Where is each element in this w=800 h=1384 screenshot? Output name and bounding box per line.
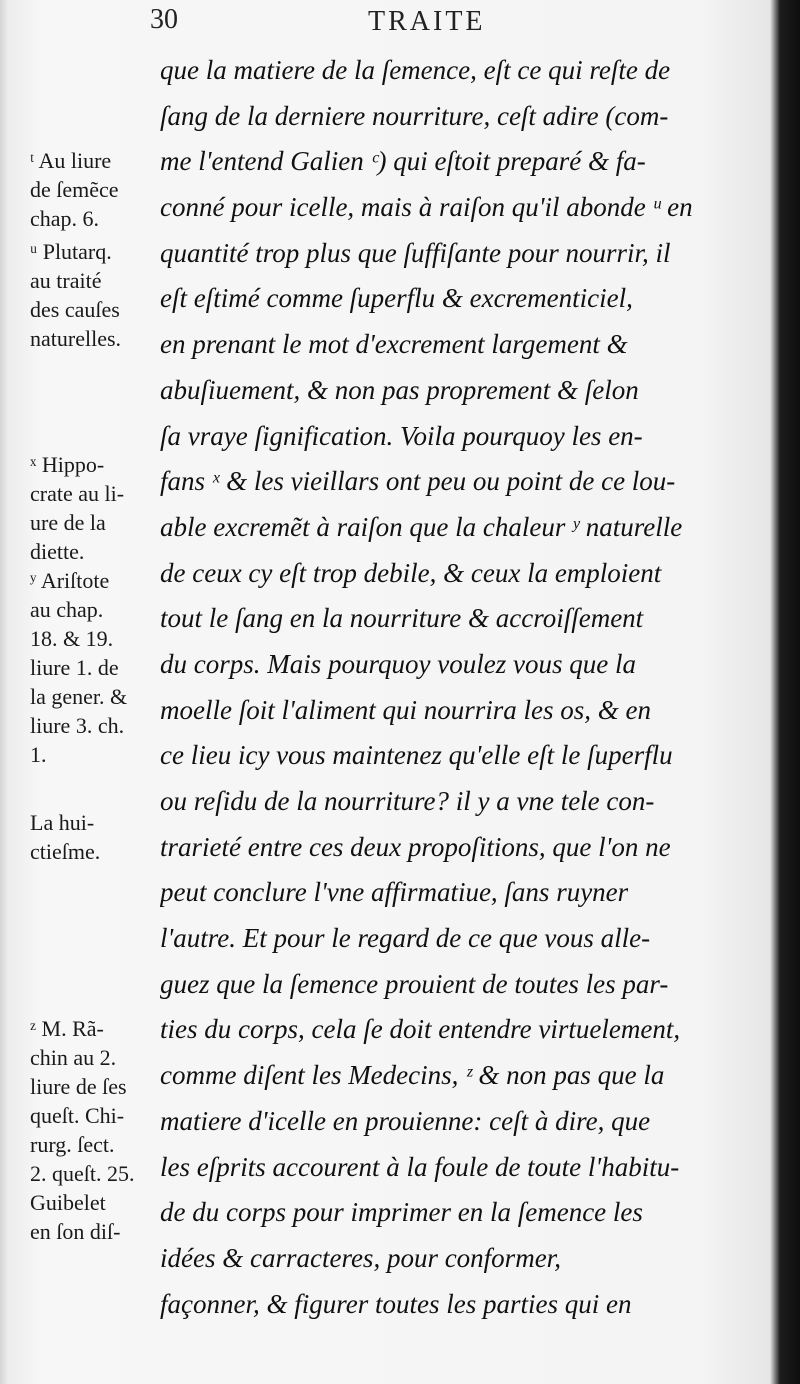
text-line: ſang de la derniere nourriture, ceſt adire (com- [160, 100, 669, 131]
text-line: ce lieu icy vous maintenez qu'elle eſt le ſuperflu [160, 740, 673, 771]
text-line: ſa vraye ſignification. Voila pourquoy les en- [160, 420, 643, 451]
margin-note: ᶻ M. Rã- chin au 2. liure de ſes queſt. Chi- rurg. ſect. 2. queſt. 25. Guibelet en ſon diſ- [30, 1016, 135, 1244]
page-number: 30 [150, 4, 178, 35]
text-line: abuſiuement, & non pas proprement & ſelon [160, 374, 639, 405]
text-line: eſt eſtimé comme ſuperflu & excrementiciel, [160, 283, 633, 314]
margin-note: ᵗ Au liure de ſemẽce chap. 6. [30, 148, 119, 231]
text-line: peut conclure l'vne affirmatiue, ſans ruyner [160, 877, 629, 908]
text-line: en prenant le mot d'excrement largement & [160, 329, 628, 360]
text-line: l'autre. Et pour le regard de ce que vous alle- [160, 923, 651, 954]
text-line: quantité trop plus que ſuffiſante pour nourrir, il [160, 237, 671, 268]
margin-note: ᵘ Plutarq. au traité des cauſes naturelles. [30, 239, 122, 351]
text-line: me l'entend Galien ᶜ) qui eſtoit preparé & fa- [160, 146, 646, 177]
body-text [160, 48, 746, 1327]
text-line: les eſprits accourent à la foule de toute l'habitu- [160, 1151, 680, 1182]
text-line: façonner, & figurer toutes les parties qui en [160, 1288, 632, 1319]
text-line: du corps. Mais pourquoy voulez vous que la [160, 648, 636, 679]
text-line: de du corps pour imprimer en la ſemence les [160, 1197, 643, 1228]
margin-note: ˣ Hippo- crate au li- ure de la diette. [30, 452, 125, 564]
text-line: que la matiere de la ſemence, eſt ce qui reſte de [160, 55, 671, 85]
text-line: idées & carracteres, pour conformer, [160, 1242, 561, 1273]
text-line: moelle ſoit l'aliment qui nourrira les os, & en [160, 694, 651, 725]
text-line: tout le ſang en la nourriture & accroiſſement [160, 603, 644, 634]
margin-notes [20, 0, 158, 1384]
text-line: matiere d'icelle en prouienne: ceſt à dire, que [160, 1105, 651, 1136]
text-line: fans ˣ & les vieillars ont peu ou point de ce lou- [160, 466, 676, 497]
margin-note: ʸ Ariſtote au chap. 18. & 19. liure 1. de la gener. & liure 3. ch. 1. [30, 568, 128, 767]
text-line: comme diſent les Medecins, ᶻ & non pas que la [160, 1060, 665, 1091]
page-header [150, 4, 770, 44]
text-line: guez que la ſemence prouient de toutes les par- [160, 968, 669, 999]
margin-note: La hui- ctieſme. [30, 810, 101, 864]
running-title: TRAITE [368, 6, 486, 37]
text-line: ou reſidu de la nourriture? il y a vne tele con- [160, 786, 655, 816]
text-line: ties du corps, cela ſe doit entendre virtuelement, [160, 1014, 681, 1045]
text-line: de ceux cy eſt trop debile, & ceux la emploient [160, 557, 662, 588]
text-line: conné pour icelle, mais à raiſon qu'il abonde ᵘ en [160, 192, 693, 223]
text-line: able excremẽt à raiſon que la chaleur ʸ naturelle [160, 511, 683, 542]
text-line: trarieté entre ces deux propoſitions, que l'on ne [160, 831, 671, 862]
